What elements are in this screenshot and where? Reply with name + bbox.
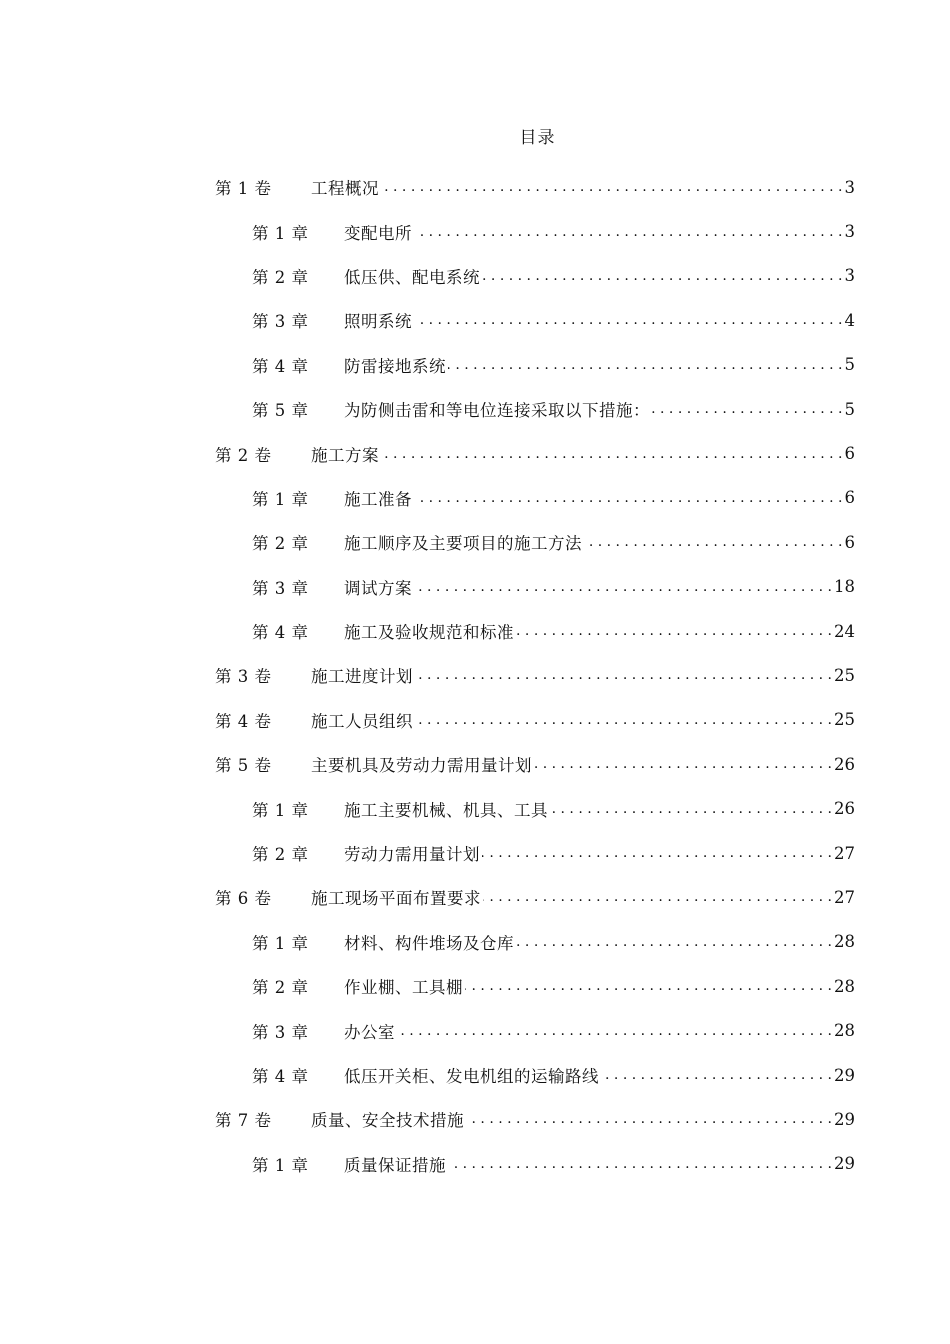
toc-entry[interactable]: [215, 343, 855, 387]
toc-page-number: 4: [844, 310, 855, 330]
toc-entry-number: 第 3 章: [252, 312, 309, 332]
toc-entry-title: 主要机具及劳动力需用量计划: [311, 756, 532, 776]
toc-page-number: 3: [844, 177, 855, 197]
toc-page-number: 29: [834, 1154, 855, 1174]
toc-dot-leader: [414, 488, 843, 508]
toc-dot-leader: [414, 310, 843, 330]
toc-entry-number: 第 2 章: [252, 534, 309, 554]
toc-entry-number: 第 7 卷: [215, 1111, 272, 1131]
toc-entry-title: 办公室: [344, 1022, 395, 1042]
toc-page-number: 28: [834, 976, 855, 996]
toc-dot-leader: [415, 710, 832, 730]
toc-entry-number: 第 1 章: [252, 933, 309, 953]
toc-entry-number: 第 6 卷: [215, 889, 272, 909]
toc-entry-title: 施工方案: [311, 445, 379, 465]
toc-entry-number: 第 2 章: [252, 267, 309, 287]
toc-entry[interactable]: [215, 1142, 855, 1186]
toc-dot-leader: [482, 843, 832, 863]
toc-page-number: 26: [834, 799, 855, 819]
toc-entry[interactable]: [215, 520, 855, 564]
toc-entry[interactable]: [215, 476, 855, 520]
toc-entry-number: 第 3 章: [252, 578, 309, 598]
toc-page-number: 29: [834, 1065, 855, 1085]
toc-entry-title: 作业棚、工具棚: [344, 978, 463, 998]
toc-page-number: 3: [844, 266, 855, 286]
toc-page-number: 3: [844, 222, 855, 242]
toc-entry-number: 第 1 章: [252, 223, 309, 243]
toc-dot-leader: [516, 621, 832, 641]
toc-entry[interactable]: [215, 964, 855, 1008]
toc-dot-leader: [584, 532, 843, 552]
toc-entry-number: 第 1 卷: [215, 179, 272, 199]
toc-entry[interactable]: [215, 742, 855, 786]
toc-entry[interactable]: [215, 875, 855, 919]
toc-page-number: 6: [844, 488, 855, 508]
toc-dot-leader: [448, 1154, 832, 1174]
toc-dot-leader: [483, 887, 832, 907]
toc-entry-title: 照明系统: [344, 312, 412, 332]
toc-entry-number: 第 1 章: [252, 1155, 309, 1175]
toc-dot-leader: [534, 754, 832, 774]
toc-dot-leader: [414, 222, 843, 242]
toc-dot-leader: [550, 799, 832, 819]
toc-entry-title: 质量、安全技术措施: [311, 1111, 464, 1131]
toc-entry-title: 施工及验收规范和标准: [344, 623, 514, 643]
toc-entry-title: 低压供、配电系统: [344, 267, 480, 287]
toc-entry[interactable]: [215, 1053, 855, 1097]
toc-entry-title: 变配电所: [344, 223, 412, 243]
toc-page-number: 5: [844, 355, 855, 375]
toc-entry[interactable]: [215, 431, 855, 475]
toc-entry-number: 第 4 章: [252, 1067, 309, 1086]
toc-entry-title: 质量保证措施: [344, 1155, 446, 1175]
toc-entry-number: 第 2 卷: [215, 445, 272, 465]
toc-dot-leader: [482, 266, 843, 286]
toc-page-number: 29: [834, 1109, 855, 1129]
toc-entry[interactable]: [215, 786, 855, 830]
toc-entry[interactable]: [215, 298, 855, 342]
toc-title: 目录: [519, 128, 556, 148]
toc-entry-number: 第 2 章: [252, 978, 309, 998]
toc-entry-title: 施工现场平面布置要求: [311, 889, 481, 909]
toc-page-number: 6: [844, 444, 855, 464]
toc-entry-number: 第 3 卷: [215, 667, 272, 687]
toc-page-number: 24: [834, 621, 855, 641]
toc-entry[interactable]: [215, 209, 855, 253]
toc-entry-title: 防雷接地系统: [344, 356, 446, 376]
toc-dot-leader: [601, 1065, 832, 1085]
toc-entry-number: 第 4 章: [252, 356, 309, 376]
toc-dot-leader: [516, 932, 832, 952]
toc-dot-leader: [652, 399, 843, 419]
toc-entry[interactable]: [215, 565, 855, 609]
toc-entry-title: 劳动力需用量计划: [344, 845, 480, 865]
toc-entry-number: 第 4 卷: [215, 711, 272, 731]
toc-entry-number: 第 4 章: [252, 623, 309, 643]
toc-entry[interactable]: [215, 1008, 855, 1052]
toc-entry[interactable]: [215, 698, 855, 742]
toc-entry-title: 材料、构件堆场及仓库: [344, 933, 514, 953]
toc-entry-title: 为防侧击雷和等电位连接采取以下措施：: [344, 401, 650, 421]
toc-page-number: 25: [834, 665, 855, 685]
toc-dot-leader: [381, 177, 843, 197]
toc-page-number: 28: [834, 932, 855, 952]
toc-entry[interactable]: [215, 831, 855, 875]
toc-dot-leader: [414, 577, 832, 597]
toc-entry[interactable]: [215, 165, 855, 209]
toc-entry[interactable]: [215, 254, 855, 298]
toc-entry-number: 第 2 章: [252, 845, 309, 865]
toc-page-number: 27: [834, 887, 855, 907]
toc-dot-leader: [465, 976, 832, 996]
toc-entry-number: 第 1 章: [252, 800, 309, 820]
toc-dot-leader: [415, 665, 832, 685]
table-of-contents: [215, 165, 855, 1186]
toc-entry-title: 施工进度计划: [311, 667, 413, 687]
toc-dot-leader: [381, 444, 843, 464]
toc-entry-title: 施工准备: [344, 489, 412, 509]
toc-page-number: 27: [834, 843, 855, 863]
toc-entry-title: 施工顺序及主要项目的施工方法: [344, 534, 582, 554]
toc-page-number: 25: [834, 710, 855, 730]
toc-page-number: 26: [834, 754, 855, 774]
toc-entry-number: 第 5 章: [252, 401, 309, 421]
toc-page-number: 18: [834, 577, 855, 597]
toc-entry-number: 第 3 章: [252, 1022, 309, 1042]
toc-dot-leader: [397, 1021, 832, 1041]
toc-entry-title: 施工主要机械、机具、工具: [344, 800, 548, 820]
toc-entry-title: 低压开关柜、发电机组的运输路线: [344, 1067, 599, 1086]
toc-entry-title: 施工人员组织: [311, 711, 413, 731]
toc-entry-title: 调试方案: [344, 578, 412, 598]
toc-page-number: 6: [844, 532, 855, 552]
toc-entry[interactable]: [215, 653, 855, 697]
toc-page-number: 28: [834, 1021, 855, 1041]
toc-entry[interactable]: [215, 609, 855, 653]
toc-dot-leader: [466, 1109, 832, 1129]
toc-page-number: 5: [844, 399, 855, 419]
toc-entry-title: 工程概况: [311, 179, 379, 199]
toc-entry-number: 第 5 卷: [215, 756, 272, 776]
toc-entry-number: 第 1 章: [252, 489, 309, 509]
toc-entry[interactable]: [215, 387, 855, 431]
toc-entry[interactable]: [215, 1097, 855, 1141]
toc-dot-leader: [448, 355, 843, 375]
toc-entry[interactable]: [215, 920, 855, 964]
